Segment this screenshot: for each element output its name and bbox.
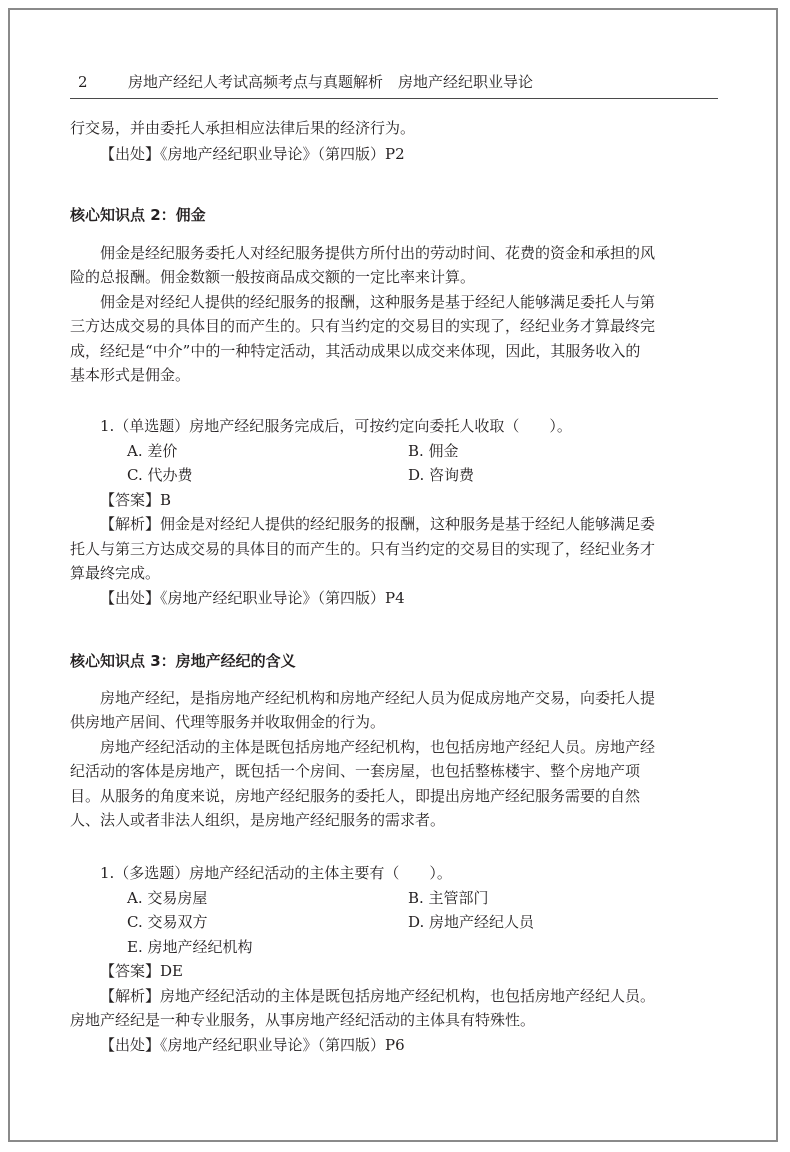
option-c: C. 交易双方 xyxy=(127,913,208,931)
option-e: E. 房地产经纪机构 xyxy=(127,938,253,956)
explanation-line: 【解析】房地产经纪活动的主体是既包括房地产经纪机构，也包括房地产经纪人员。 xyxy=(100,987,656,1005)
source-citation: 【出处】《房地产经纪职业导论》（第四版）P2 xyxy=(100,145,405,163)
paragraph-line: 基本形式是佣金。 xyxy=(70,366,191,384)
question-stem: 1.（多选题）房地产经纪活动的主体主要有（ ）。 xyxy=(100,864,452,882)
explanation-line: 房地产经纪是一种专业服务，从事房地产经纪活动的主体具有特殊性。 xyxy=(70,1011,536,1029)
option-b: B. 主管部门 xyxy=(408,889,489,907)
option-b: B. 佣金 xyxy=(408,442,459,460)
header-rule xyxy=(70,98,718,99)
paragraph-line: 供房地产居间、代理等服务并收取佣金的行为。 xyxy=(70,713,386,731)
paragraph-line: 成，经纪是“中介”中的一种特定活动，其活动成果以成交来体现，因此，其服务收入的 xyxy=(70,342,641,360)
paragraph-line: 佣金是经纪服务委托人对经纪服务提供方所付出的劳动时间、花费的资金和承担的风 xyxy=(100,244,656,262)
section-heading: 核心知识点 2：佣金 xyxy=(70,206,206,224)
paragraph-line: 险的总报酬。佣金数额一般按商品成交额的一定比率来计算。 xyxy=(70,268,476,286)
paragraph-line: 房地产经纪活动的主体是既包括房地产经纪机构，也包括房地产经纪人员。房地产经 xyxy=(100,738,656,756)
option-a: A. 差价 xyxy=(127,442,178,460)
paragraph-line: 佣金是对经纪人提供的经纪服务的报酬，这种服务是基于经纪人能够满足委托人与第 xyxy=(100,293,656,311)
explanation-line: 算最终完成。 xyxy=(70,564,161,582)
answer: 【答案】DE xyxy=(100,962,183,980)
question-stem: 1.（单选题）房地产经纪服务完成后，可按约定向委托人收取（ ）。 xyxy=(100,417,572,435)
paragraph-line: 目。从服务的角度来说，房地产经纪服务的委托人，即提出房地产经纪服务需要的自然 xyxy=(70,787,641,805)
page-number: 2 xyxy=(78,73,88,91)
paragraph-line: 行交易，并由委托人承担相应法律后果的经济行为。 xyxy=(70,119,416,137)
option-d: D. 房地产经纪人员 xyxy=(408,913,535,931)
source-citation: 【出处】《房地产经纪职业导论》（第四版）P4 xyxy=(100,589,405,607)
section-heading: 核心知识点 3：房地产经纪的含义 xyxy=(70,652,296,670)
option-d: D. 咨询费 xyxy=(408,466,475,484)
paragraph-line: 纪活动的客体是房地产，既包括一个房间、一套房屋，也包括整栋楼宇、整个房地产项 xyxy=(70,762,641,780)
explanation-line: 托人与第三方达成交易的具体目的而产生的。只有当约定的交易目的实现了，经纪业务才 xyxy=(70,540,656,558)
option-a: A. 交易房屋 xyxy=(127,889,208,907)
source-citation: 【出处】《房地产经纪职业导论》（第四版）P6 xyxy=(100,1036,405,1054)
paragraph-line: 人、法人或者非法人组织，是房地产经纪服务的需求者。 xyxy=(70,811,446,829)
explanation-line: 【解析】佣金是对经纪人提供的经纪服务的报酬，这种服务是基于经纪人能够满足委 xyxy=(100,515,656,533)
paragraph-line: 三方达成交易的具体目的而产生的。只有当约定的交易目的实现了，经纪业务才算最终完 xyxy=(70,317,656,335)
answer: 【答案】B xyxy=(100,491,172,509)
running-header xyxy=(70,70,718,94)
running-title: 房地产经纪人考试高频考点与真题解析 房地产经纪职业导论 xyxy=(128,73,534,91)
paragraph-line: 房地产经纪，是指房地产经纪机构和房地产经纪人员为促成房地产交易，向委托人提 xyxy=(100,689,656,707)
option-c: C. 代办费 xyxy=(127,466,193,484)
